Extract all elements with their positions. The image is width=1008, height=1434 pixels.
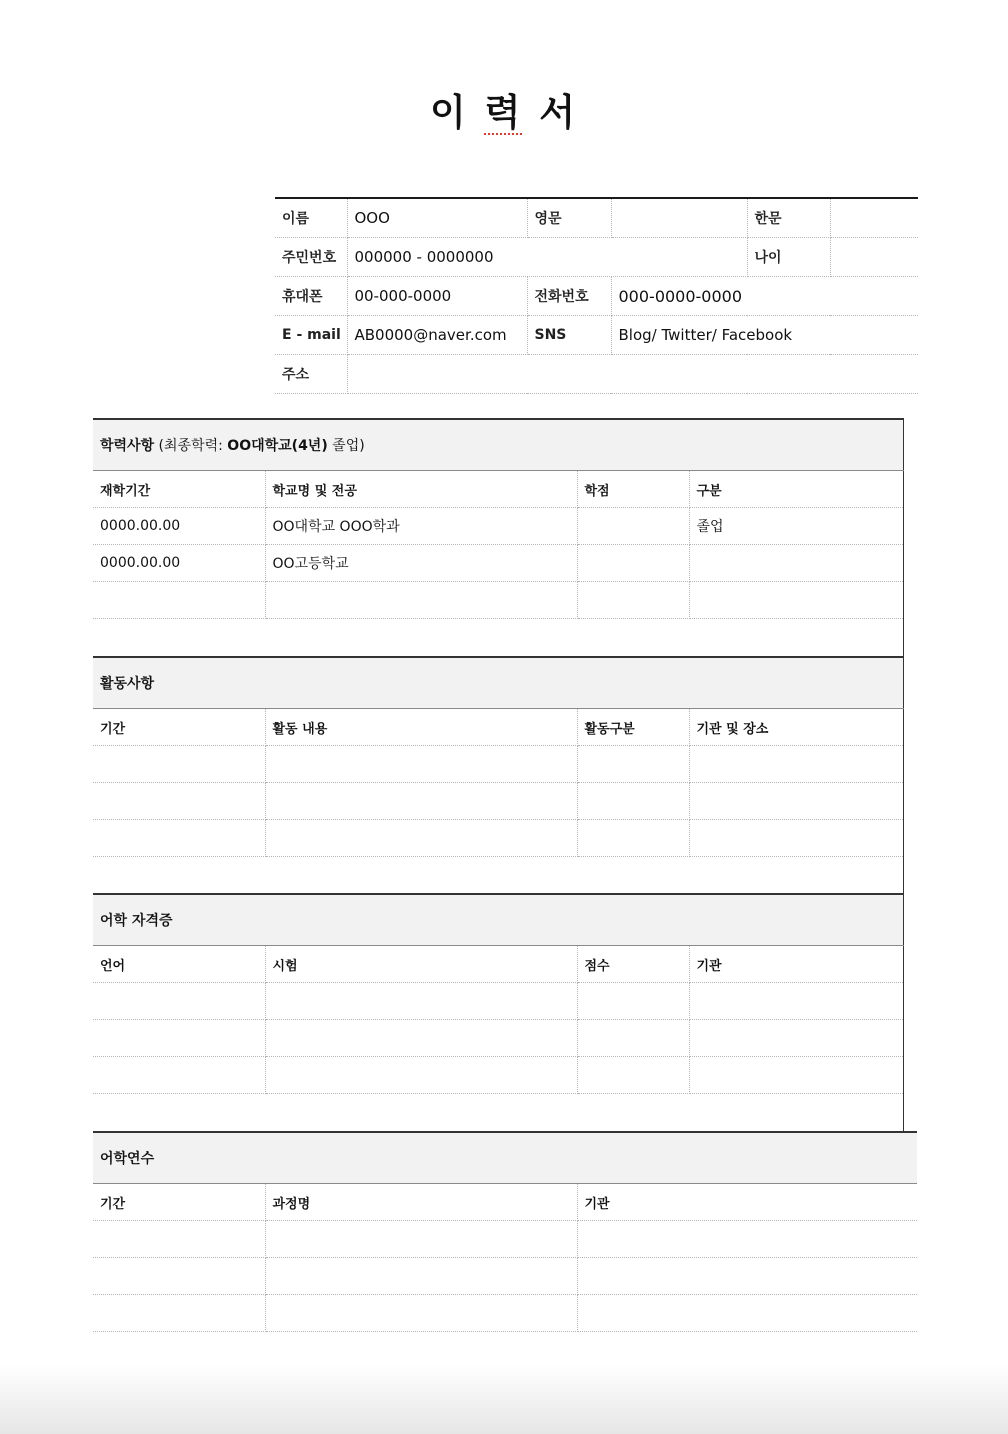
table-cell[interactable] <box>265 746 577 783</box>
col-header-period: 기간 <box>93 709 265 746</box>
col-header-language: 언어 <box>93 946 265 983</box>
col-header-organization-place: 기관 및 장소 <box>689 709 904 746</box>
table-cell[interactable] <box>689 582 904 619</box>
mobile-field[interactable]: 00-000-0000 <box>347 277 527 316</box>
email-field[interactable]: AB0000@naver.com <box>347 316 527 355</box>
language-training-table <box>93 1131 917 1332</box>
table-cell[interactable] <box>93 820 265 857</box>
table-cell[interactable] <box>93 783 265 820</box>
table-cell[interactable] <box>577 1258 917 1295</box>
table-cell[interactable] <box>689 746 904 783</box>
table-cell[interactable] <box>265 1057 577 1094</box>
col-header-period: 재학기간 <box>93 471 265 508</box>
table-row <box>93 983 904 1020</box>
table-cell[interactable] <box>93 1020 265 1057</box>
col-header-gpa: 학점 <box>577 471 689 508</box>
table-cell[interactable] <box>93 983 265 1020</box>
table-row <box>93 1057 904 1094</box>
table-cell[interactable] <box>577 1221 917 1258</box>
table-cell[interactable] <box>577 508 689 545</box>
col-header-exam: 시험 <box>265 946 577 983</box>
table-cell[interactable]: OO대학교 OOO학과 <box>265 508 577 545</box>
language-cert-table <box>93 893 904 1131</box>
activities-table <box>93 656 904 894</box>
table-cell[interactable] <box>93 1295 265 1332</box>
table-cell[interactable] <box>265 582 577 619</box>
col-header-organization: 기관 <box>689 946 904 983</box>
sns-field[interactable]: Blog/ Twitter/ Facebook <box>611 316 918 355</box>
address-field[interactable] <box>347 355 918 394</box>
table-cell[interactable] <box>577 582 689 619</box>
col-header-activity-type: 활동구분 <box>577 709 689 746</box>
table-row <box>93 783 904 820</box>
table-cell[interactable] <box>689 820 904 857</box>
section-spacer <box>93 1094 904 1132</box>
table-row <box>93 508 904 545</box>
table-cell[interactable] <box>93 1221 265 1258</box>
email-label: E - mail <box>275 316 347 355</box>
table-row <box>93 1295 917 1332</box>
name-label: 이름 <box>275 198 347 238</box>
table-cell[interactable] <box>577 983 689 1020</box>
mobile-label: 휴대폰 <box>275 277 347 316</box>
table-cell[interactable] <box>689 1020 904 1057</box>
table-row <box>93 1020 904 1057</box>
table-cell[interactable] <box>93 582 265 619</box>
language-training-section-header: 어학연수 <box>93 1132 917 1184</box>
table-row <box>93 582 904 619</box>
table-row <box>93 820 904 857</box>
age-label: 나이 <box>747 238 830 277</box>
sns-label: SNS <box>527 316 611 355</box>
table-cell[interactable] <box>689 983 904 1020</box>
col-header-organization: 기관 <box>577 1184 917 1221</box>
col-header-score: 점수 <box>577 946 689 983</box>
table-cell[interactable] <box>265 983 577 1020</box>
table-cell[interactable]: OO고등학교 <box>265 545 577 582</box>
table-cell[interactable] <box>577 746 689 783</box>
table-cell[interactable]: 0000.00.00 <box>93 545 265 582</box>
col-header-course-name: 과정명 <box>265 1184 577 1221</box>
table-cell[interactable] <box>689 1057 904 1094</box>
table-cell[interactable] <box>577 783 689 820</box>
col-header-activity-content: 활동 내용 <box>265 709 577 746</box>
table-cell[interactable] <box>577 1057 689 1094</box>
table-cell[interactable] <box>577 820 689 857</box>
education-section-header: 학력사항 (최종학력: OO대학교(4년) 졸업) <box>93 419 904 471</box>
col-header-school-major: 학교명 및 전공 <box>265 471 577 508</box>
col-header-status: 구분 <box>689 471 904 508</box>
bottom-edge-shadow <box>0 1364 1008 1434</box>
age-field[interactable] <box>830 238 918 277</box>
address-label: 주소 <box>275 355 347 394</box>
language-cert-section-header: 어학 자격증 <box>93 894 904 946</box>
table-row <box>93 545 904 582</box>
table-cell[interactable]: 0000.00.00 <box>93 508 265 545</box>
table-row <box>93 1221 917 1258</box>
table-cell[interactable] <box>577 1020 689 1057</box>
english-name-label: 영문 <box>527 198 611 238</box>
section-spacer <box>93 619 904 657</box>
hanja-name-label: 한문 <box>747 198 830 238</box>
table-cell[interactable] <box>93 1258 265 1295</box>
table-cell[interactable] <box>93 1057 265 1094</box>
table-cell[interactable] <box>265 1221 577 1258</box>
hanja-name-field[interactable] <box>830 198 918 238</box>
table-cell[interactable] <box>265 820 577 857</box>
table-cell[interactable] <box>689 783 904 820</box>
table-cell[interactable] <box>93 746 265 783</box>
table-cell[interactable] <box>265 1295 577 1332</box>
id-number-label: 주민번호 <box>275 238 347 277</box>
name-field[interactable]: OOO <box>347 198 527 238</box>
table-cell[interactable] <box>265 1020 577 1057</box>
personal-info-table <box>275 197 918 394</box>
table-row <box>93 746 904 783</box>
table-cell[interactable] <box>577 1295 917 1332</box>
document-title: 이 력 서 <box>430 91 578 134</box>
phone-field[interactable]: 000-0000-0000 <box>611 277 918 316</box>
table-row <box>93 1258 917 1295</box>
col-header-period: 기간 <box>93 1184 265 1221</box>
table-cell[interactable]: 졸업 <box>689 508 904 545</box>
table-cell[interactable] <box>265 1258 577 1295</box>
education-table <box>93 418 904 656</box>
spellcheck-underlined-word: 력 <box>484 91 524 134</box>
section-spacer <box>93 857 904 895</box>
id-number-field[interactable]: 000000 - 0000000 <box>347 238 747 277</box>
table-cell[interactable] <box>689 545 904 582</box>
table-cell[interactable] <box>577 545 689 582</box>
phone-label: 전화번호 <box>527 277 611 316</box>
english-name-field[interactable] <box>611 198 747 238</box>
table-cell[interactable] <box>265 783 577 820</box>
activities-section-header: 활동사항 <box>93 657 904 709</box>
